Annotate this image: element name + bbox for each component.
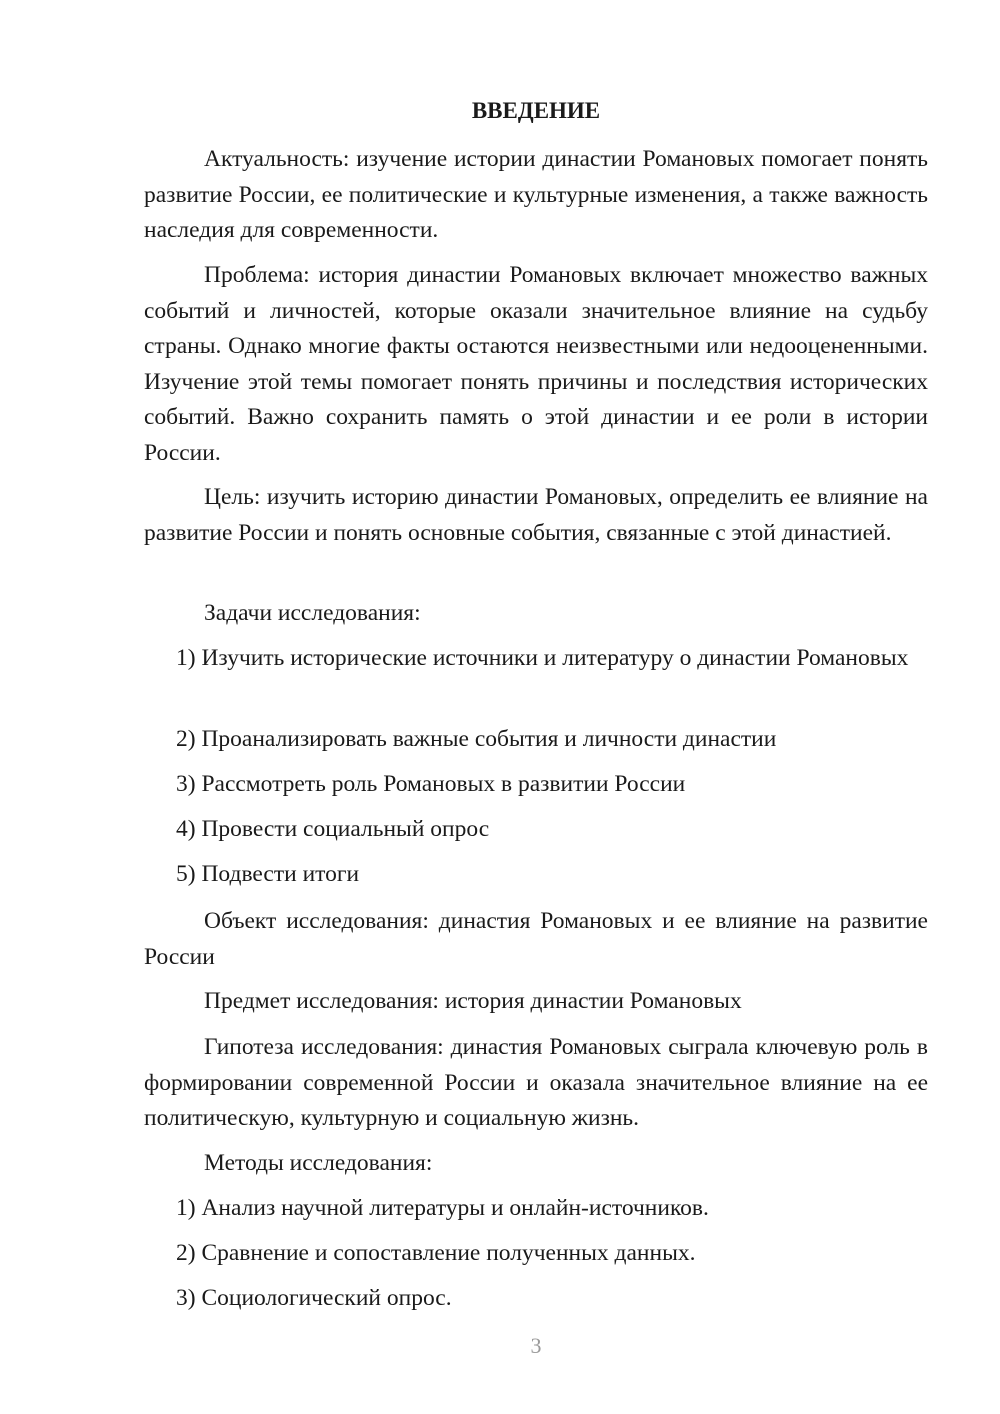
page-title: ВВЕДЕНИЕ (471, 98, 601, 123)
page-number: 3 (530, 1333, 542, 1358)
subject-paragraph: Предмет исследования: история династии Романовых (204, 988, 742, 1014)
relevance-paragraph: Актуальность: изучение истории династии Романовых помогает понять развитие России, ее политические и культурные изменения, а также важность наследия для современности. (144, 146, 928, 243)
task-item: 2) Проанализировать важные события и личности династии (176, 726, 777, 752)
methods-heading: Методы исследования: (204, 1150, 433, 1176)
tasks-heading: Задачи исследования: (204, 600, 421, 626)
method-item: 3) Социологический опрос. (176, 1285, 452, 1311)
method-item: 1) Анализ научной литературы и онлайн-источников. (176, 1195, 709, 1221)
task-item: 1) Изучить исторические источники и литературу о династии Романовых (176, 645, 909, 671)
object-paragraph: Объект исследования: династия Романовых и ее влияние на развитие России (144, 908, 928, 970)
task-item: 4) Провести социальный опрос (176, 816, 490, 842)
task-item: 5) Подвести итоги (176, 861, 360, 887)
task-item: 3) Рассмотреть роль Романовых в развитии России (176, 771, 686, 797)
goal-paragraph: Цель: изучить историю династии Романовых, определить ее влияние на развитие России и понять основные события, связанные с этой династией. (144, 484, 928, 546)
hypothesis-paragraph: Гипотеза исследования: династия Романовых сыграла ключевую роль в формировании современной России и оказала значительное влияние на ее политическую, культурную и социальную жизнь. (144, 1034, 928, 1131)
method-item: 2) Сравнение и сопоставление полученных данных. (176, 1240, 696, 1266)
problem-paragraph: Проблема: история династии Романовых включает множество важных событий и личностей, которые оказали значительное влияние на судьбу страны. Однако многие факты остаются неизвестными или недооцененными. Изучение этой темы помогает понять причины и последствия исторических событий. Важно сохранить память о этой династии и ее роли в истории России. (144, 262, 928, 466)
